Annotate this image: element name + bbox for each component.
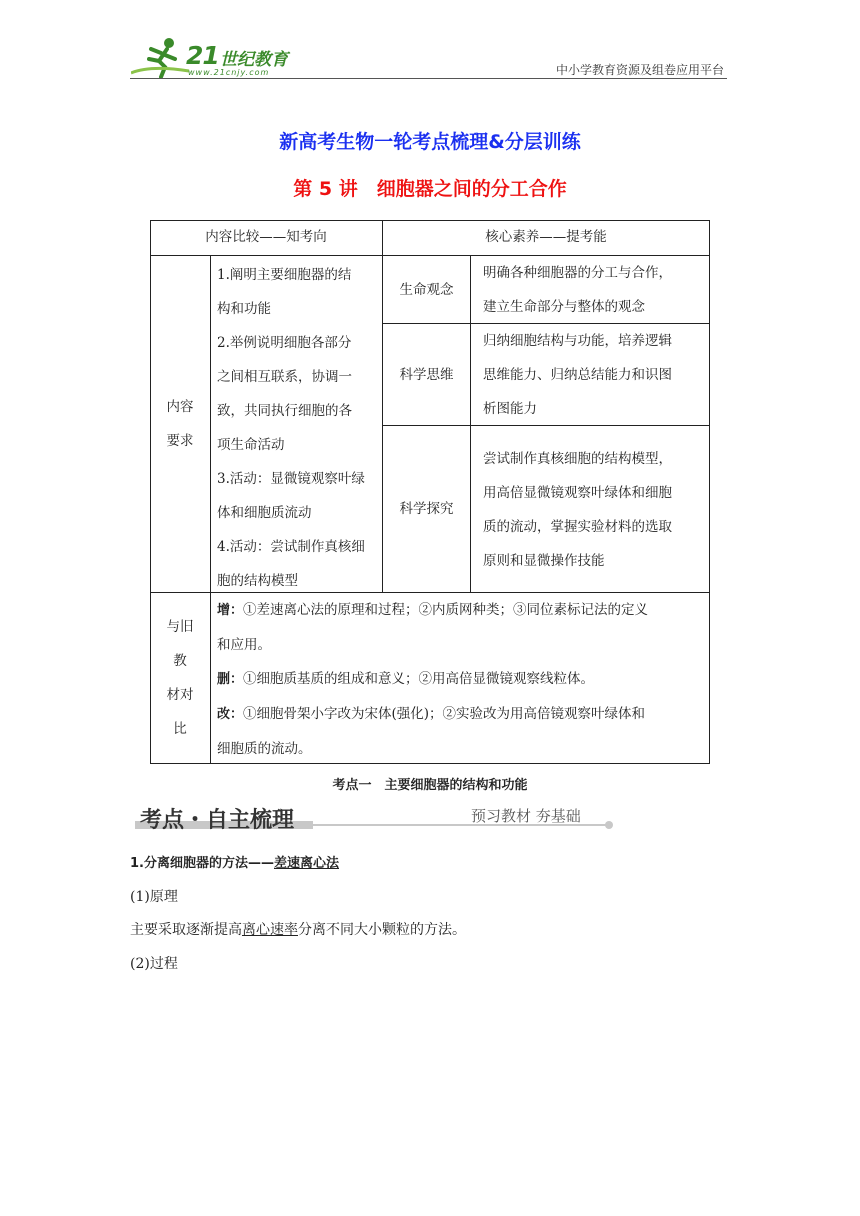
literacy-name: 生命观念 xyxy=(399,281,454,298)
list-item: 改：①细胞骨架小字改为宋体(强化)；②实验改为用高倍镜观察叶绿体和 xyxy=(217,706,646,722)
table-header-content: 内容比较——知考向 xyxy=(205,229,327,245)
banner-title: 考点・自主梳理 xyxy=(140,808,295,833)
logo-url: www.21cnjy.com xyxy=(188,68,270,77)
list-item: 构和功能 xyxy=(217,301,271,317)
requirement-list xyxy=(217,258,383,598)
overview-table xyxy=(150,220,710,764)
list-item: 之间相互联系，协调一 xyxy=(217,369,352,385)
list-item: 2.举例说明细胞各部分 xyxy=(217,335,352,351)
literacy-name: 科学探究 xyxy=(399,501,454,517)
literacy-description: 尝试制作真核细胞的结构模型， 用高倍显微镜观察叶绿体和细胞 质的流动，掌握实验材料的选取 原则和显微操作技能 xyxy=(483,451,672,569)
paragraph-principle-text: 主要采取逐渐提高离心速率分离不同大小颗粒的方法。 xyxy=(130,922,466,938)
requirement-label: 内容 要求 xyxy=(166,399,194,449)
list-item: 胞的结构模型 xyxy=(217,573,298,589)
logo-number: 21 xyxy=(186,41,219,70)
list-item: 1.阐明主要细胞器的结 xyxy=(217,267,352,283)
subsection-heading: 1.分离细胞器的方法——差速离心法 xyxy=(130,856,339,871)
literacy-name: 科学思维 xyxy=(399,366,454,383)
list-item: 删：①细胞质基质的组成和意义；②用高倍显微镜观察线粒体。 xyxy=(217,671,595,687)
paragraph-principle: (1)原理 xyxy=(130,889,178,905)
comparison-content xyxy=(217,593,707,766)
platform-name: 中小学教育资源及组卷应用平台 xyxy=(555,63,724,77)
lesson-title: 第 5 讲 细胞器之间的分工合作 xyxy=(293,178,567,200)
list-item: 4.活动：尝试制作真核细 xyxy=(217,539,365,555)
section-title: 考点一 主要细胞器的结构和功能 xyxy=(332,778,528,793)
literacy-description: 明确各种细胞器的分工与合作， 建立生命部分与整体的观念 xyxy=(483,265,672,315)
paragraph-process: (2)过程 xyxy=(130,956,178,972)
list-item: 3.活动：显微镜观察叶绿 xyxy=(217,471,365,487)
list-item: 致，共同执行细胞的各 xyxy=(217,403,352,419)
list-item: 细胞质的流动。 xyxy=(217,741,312,757)
comparison-label: 与旧 教 材对 比 xyxy=(166,619,194,737)
list-item: 增：①差速离心法的原理和过程；②内质网种类；③同位素标记法的定义 xyxy=(217,602,649,618)
runner-icon xyxy=(131,35,191,79)
list-item: 项生命活动 xyxy=(217,437,285,453)
logo-text: 世纪教育 xyxy=(220,50,288,70)
header-divider xyxy=(130,78,727,79)
literacy-description: 归纳细胞结构与功能，培养逻辑 思维能力、归纳总结能力和识图 析图能力 xyxy=(483,333,672,417)
banner-subtitle: 预习教材 夯基础 xyxy=(471,807,581,825)
table-header-literacy: 核心素养——提考能 xyxy=(485,229,607,245)
list-item: 和应用。 xyxy=(217,637,271,653)
document-title: 新高考生物一轮考点梳理&分层训练 xyxy=(279,131,581,153)
list-item: 体和细胞质流动 xyxy=(217,505,312,521)
